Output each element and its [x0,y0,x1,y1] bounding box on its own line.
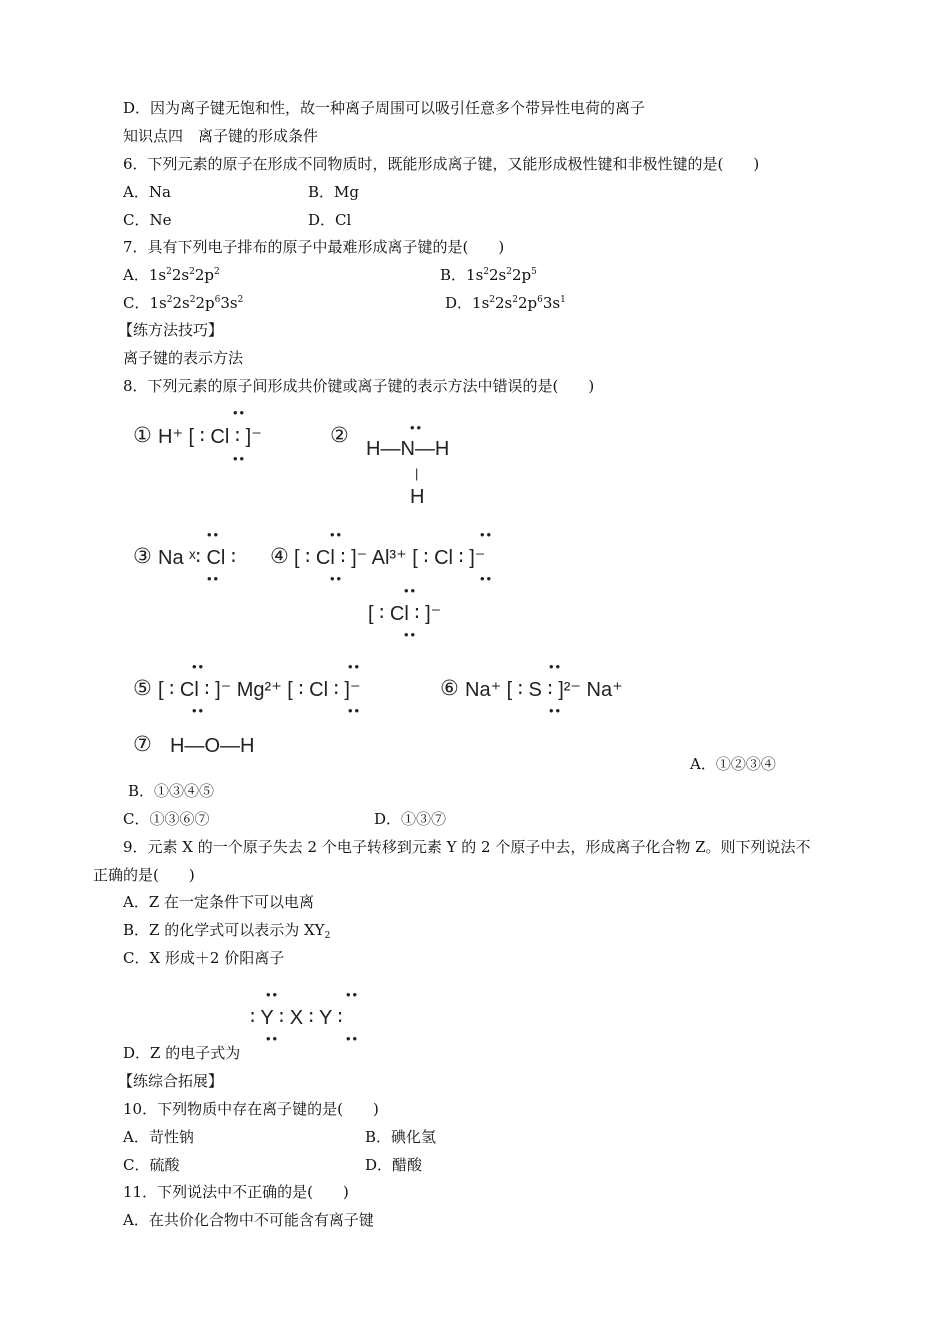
question-11: 11．下列说法中不正确的是( ) [123,1183,349,1201]
lone-pair-dots: •• [348,703,362,718]
formula-6: Na⁺ [ ∶ S ∶ ]²⁻ Na⁺ [465,679,623,701]
lone-pair-dots: •• [207,527,221,542]
formula-1: H⁺ [ ∶ Cl ∶ ]⁻ [158,426,262,448]
bond-line: | [415,466,419,481]
question-8: 8．下列元素的原子间形成共价键或离子键的表示方法中错误的是( ) [123,377,595,395]
formula-4-row2: [ ∶ Cl ∶ ]⁻ [368,603,442,625]
lone-pair-dots: •• [330,527,344,542]
lone-pair-dots: •• [233,405,247,420]
lone-pair-dots: •• [404,627,418,642]
q9-option-b: B．Z 的化学式可以表示为 $XY_2$ [123,921,331,941]
q9-option-a: A．Z 在一定条件下可以电离 [123,893,315,911]
q8-option-c: C．①③⑥⑦ [123,810,210,828]
q6-option-c: C．Ne [123,211,172,229]
lone-pair-dots: •• [266,987,280,1002]
q6-option-b: B．Mg [308,183,359,201]
question-9-line-1: 9．元素 X 的一个原子失去 2 个电子转移到元素 Y 的 2 个原子中去，形成离子化合物 Z。则下列说法不 [123,838,811,856]
lone-pair-dots: •• [346,1031,360,1046]
lone-pair-dots: •• [207,571,221,586]
q7-option-c: C．$1s^22s^22p^63s^2$ [123,294,244,312]
lone-pair-dots: •• [410,420,424,435]
question-7: 7．具有下列电子排布的原子中最难形成离子键的是( ) [123,238,505,256]
lone-pair-dots: •• [549,659,563,674]
method-title: 离子键的表示方法 [123,349,244,367]
q8-option-b: B．①③④⑤ [128,782,215,800]
section-heading-method: 【练方法技巧】 [118,321,224,339]
lone-pair-dots: •• [404,583,418,598]
item-number-7: ⑦ [133,733,152,756]
lone-pair-dots: •• [480,527,494,542]
q7-option-d: D．$1s^22s^22p^63s^1$ [445,294,566,312]
question-9-line-2: 正确的是( ) [93,866,195,884]
q5-option-d: D．因为离子键无饱和性，故一种离子周围可以吸引任意多个带异性电荷的离子 [123,99,646,117]
question-10: 10．下列物质中存在离子键的是( ) [123,1100,379,1118]
lone-pair-dots: •• [233,451,247,466]
question-6: 6．下列元素的原子在形成不同物质时，既能形成离子键，又能形成极性键和非极性键的是( ) [123,155,760,173]
item-number-6: ⑥ [440,677,459,700]
formula-7: H—O—H [170,735,255,757]
q11-option-a: A．在共价化合物中不可能含有离子键 [123,1211,374,1229]
q10-option-b: B．碘化氢 [365,1128,437,1146]
formula-2-bottom: H [410,486,425,508]
z-formula: ∶ Y ∶ X ∶ Y ∶ [250,1007,343,1029]
knowledge-point-heading: 知识点四 离子键的形成条件 [123,127,319,145]
item-number-3: ③ [133,545,152,568]
q7-option-b: B．$1s^22s^22p^5$ [440,266,537,284]
formula-2-main: H—N—H [366,438,450,460]
q6-option-d: D．Cl [308,211,352,229]
lone-pair-dots: •• [549,703,563,718]
q10-option-a: A．苛性钠 [123,1128,194,1146]
lone-pair-dots: •• [330,571,344,586]
item-number-5: ⑤ [133,677,152,700]
lone-pair-dots: •• [346,987,360,1002]
item-number-2: ② [330,424,349,447]
q8-option-d: D．①③⑦ [374,810,447,828]
section-heading-extension: 【练综合拓展】 [118,1072,224,1090]
q8-option-a: A．①②③④ [690,755,776,773]
formula-4-row1: [ ∶ Cl ∶ ]⁻ Al³⁺ [ ∶ Cl ∶ ]⁻ [294,547,486,569]
q10-option-c: C．硫酸 [123,1156,180,1174]
q9-option-c: C．X 形成＋2 价阳离子 [123,949,285,967]
q10-option-d: D．醋酸 [365,1156,423,1174]
item-number-4: ④ [270,545,289,568]
lone-pair-dots: •• [480,571,494,586]
lone-pair-dots: •• [266,1031,280,1046]
formula-3: Na ˣ∶ Cl ∶ [158,547,237,569]
lone-pair-dots: •• [348,659,362,674]
lone-pair-dots: •• [192,659,206,674]
q6-option-a: A．Na [123,183,171,201]
q9-option-d: D．Z 的电子式为 [123,1044,241,1062]
formula-5: [ ∶ Cl ∶ ]⁻ Mg²⁺ [ ∶ Cl ∶ ]⁻ [158,679,361,701]
item-number-1: ① [133,424,152,447]
q7-option-a: A．$1s^22s^22p^2$ [123,266,220,284]
lone-pair-dots: •• [192,703,206,718]
